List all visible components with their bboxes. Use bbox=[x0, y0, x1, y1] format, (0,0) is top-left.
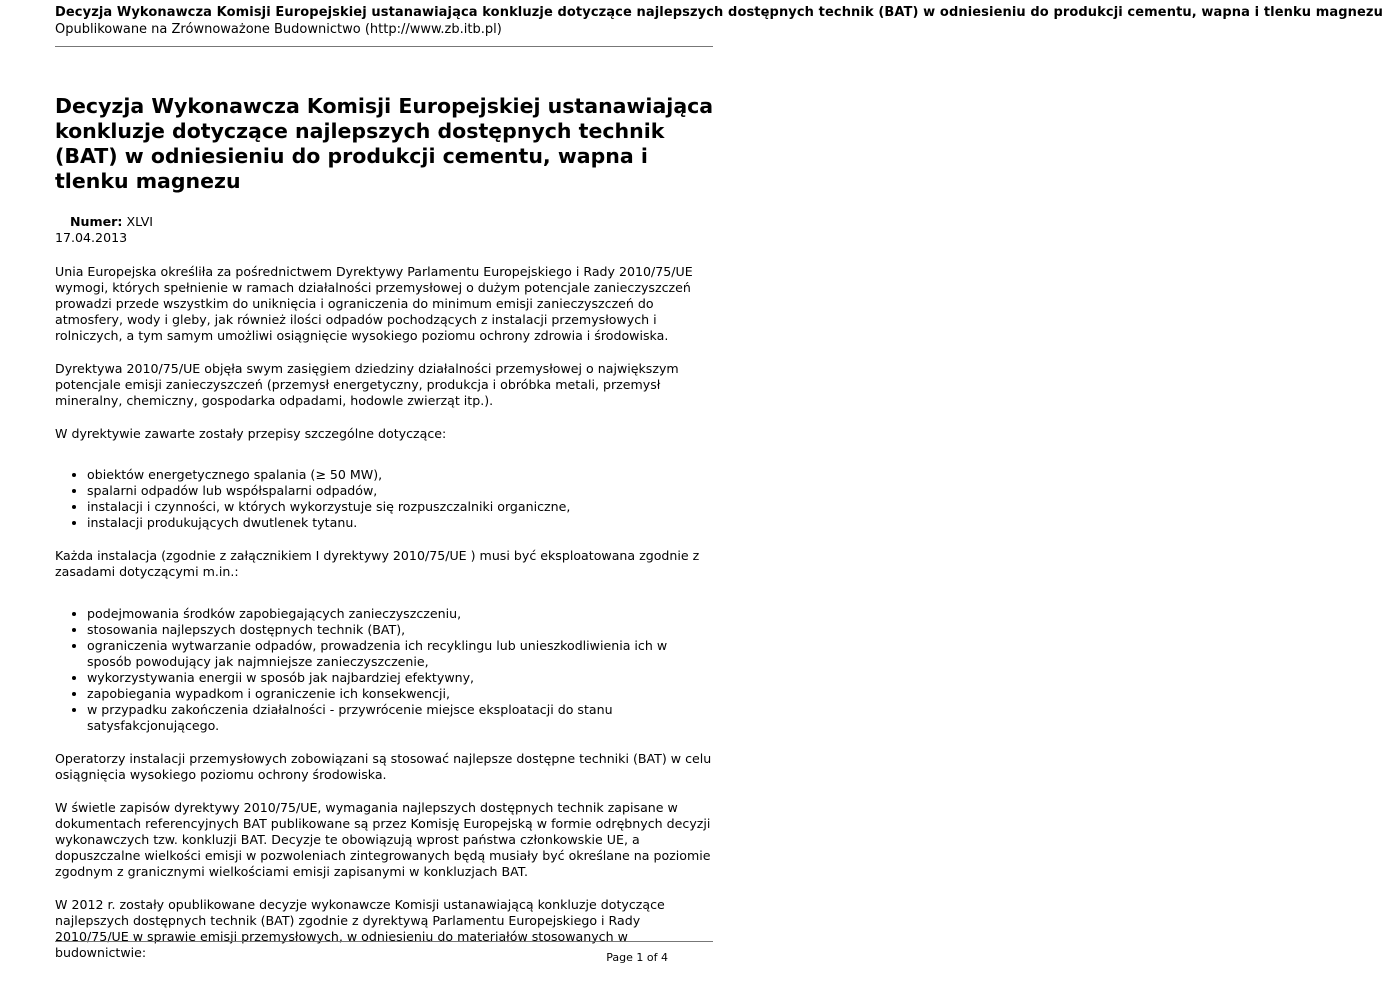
list-item: • spalarni odpadów lub współspalarni odpadów, bbox=[87, 483, 715, 499]
article bbox=[55, 94, 715, 978]
footer-divider bbox=[55, 941, 713, 942]
paragraph: W dyrektywie zawarte zostały przepisy szczególne dotyczące: bbox=[55, 426, 447, 441]
list-item: • podejmowania środków zapobiegających zanieczyszczeniu, bbox=[87, 606, 715, 622]
header-divider bbox=[55, 46, 713, 47]
article-number bbox=[55, 214, 715, 230]
list-item: • obiektów energetycznego spalania (≥ 50 MW), bbox=[87, 467, 715, 483]
list-item: • instalacji i czynności, w których wykorzystuje się rozpuszczalniki organiczne, bbox=[87, 499, 715, 515]
paragraph: Każda instalacja (zgodnie z załącznikiem I dyrektywy 2010/75/UE ) musi być eksploatowana zgodnie z zasadami dotyczącymi m.in.: bbox=[55, 548, 700, 579]
header-published-source: Opublikowane na Zrównoważone Budownictwo (http://www.zb.itb.pl) bbox=[55, 22, 502, 37]
article-title: Decyzja Wykonawcza Komisji Europejskiej ustanawiająca konkluzje dotyczące najlepszych dostępnych technik (BAT) w odniesieniu do produkcji cementu, wapna i tlenku magnezu bbox=[55, 94, 714, 193]
page-header bbox=[55, 4, 1383, 38]
list-item: • instalacji produkujących dwutlenek tytanu. bbox=[87, 515, 715, 531]
list-item: • zapobiegania wypadkom i ograniczenie ich konsekwencji, bbox=[87, 686, 715, 702]
article-date: 17.04.2013 bbox=[55, 230, 128, 245]
paragraph: W świetle zapisów dyrektywy 2010/75/UE, wymagania najlepszych dostępnych technik zapisane w dokumentach referencyjnych BAT publikowane są przez Komisję Europejską w formie odrębnych decyzji wykonawczych tzw. konkluzji BAT. Decyzje te obowiązują wprost państwa członkowskie UE, a dopuszczalne wielkości emisji w pozwoleniach zintegrowanych będą musiały być określane na poziomie zgodnym z granicznymi wielkościami emisji zapisanymi w konkluzjach BAT. bbox=[55, 800, 711, 879]
list-item: • stosowania najlepszych dostępnych technik (BAT), bbox=[87, 622, 715, 638]
number-value: XLVI bbox=[126, 214, 154, 229]
principles-list bbox=[55, 606, 715, 734]
list-item: • ograniczenia wytwarzanie odpadów, prowadzenia ich recyklingu lub unieszkodliwienia ich w sposób powodujący jak najmniejsze zanieczyszczenie, bbox=[87, 638, 715, 670]
paragraph: Dyrektywa 2010/75/UE objęła swym zasięgiem dziedziny działalności przemysłowej o największym potencjale emisji zanieczyszczeń (przemysł energetyczny, produkcja i obróbka metali, przemysł mineralny, chemiczny, gospodarka odpadami, hodowle zwierząt itp.). bbox=[55, 361, 679, 408]
page-number: Page 1 of 4 bbox=[606, 951, 668, 964]
article-meta bbox=[55, 214, 715, 246]
paragraph: Operatorzy instalacji przemysłowych zobowiązani są stosować najlepsze dostępne techniki (BAT) w celu osiągnięcia wysokiego poziomu ochrony środowiska. bbox=[55, 751, 712, 782]
number-label: Numer: bbox=[70, 214, 123, 229]
list-item: • w przypadku zakończenia działalności - przywrócenie miejsce eksploatacji do stanu satysfakcjonującego. bbox=[87, 702, 715, 734]
header-title: Decyzja Wykonawcza Komisji Europejskiej ustanawiająca konkluzje dotyczące najlepszych dostępnych technik (BAT) w odniesieniu do produkcji cementu, wapna i tlenku magnezu bbox=[55, 5, 1383, 20]
provisions-list bbox=[55, 467, 715, 531]
list-item: • wykorzystywania energii w sposób jak najbardziej efektywny, bbox=[87, 670, 715, 686]
paragraph: W 2012 r. zostały opublikowane decyzje wykonawcze Komisji ustanawiającą konkluzje dotyczące najlepszych dostępnych technik (BAT) zgodnie z dyrektywą Parlamentu Europejskiego i Rady 2010/75/UE w sprawie emisji przemysłowych, w odniesieniu do materiałów stosowanych w budownictwie: bbox=[55, 897, 665, 960]
paragraph: Unia Europejska określiła za pośrednictwem Dyrektywy Parlamentu Europejskiego i Rady 2010/75/UE wymogi, których spełnienie w ramach działalności przemysłowej o dużym potencjale zanieczyszczeń prowadzi przede wszystkim do uniknięcia i ograniczenia do minimum emisji zanieczyszczeń do atmosfery, wody i gleby, jak również ilości odpadów pochodzących z instalacji przemysłowych i rolniczych, a tym samym umożliwi osiągnięcie wysokiego poziomu ochrony zdrowia i środowiska. bbox=[55, 264, 693, 343]
